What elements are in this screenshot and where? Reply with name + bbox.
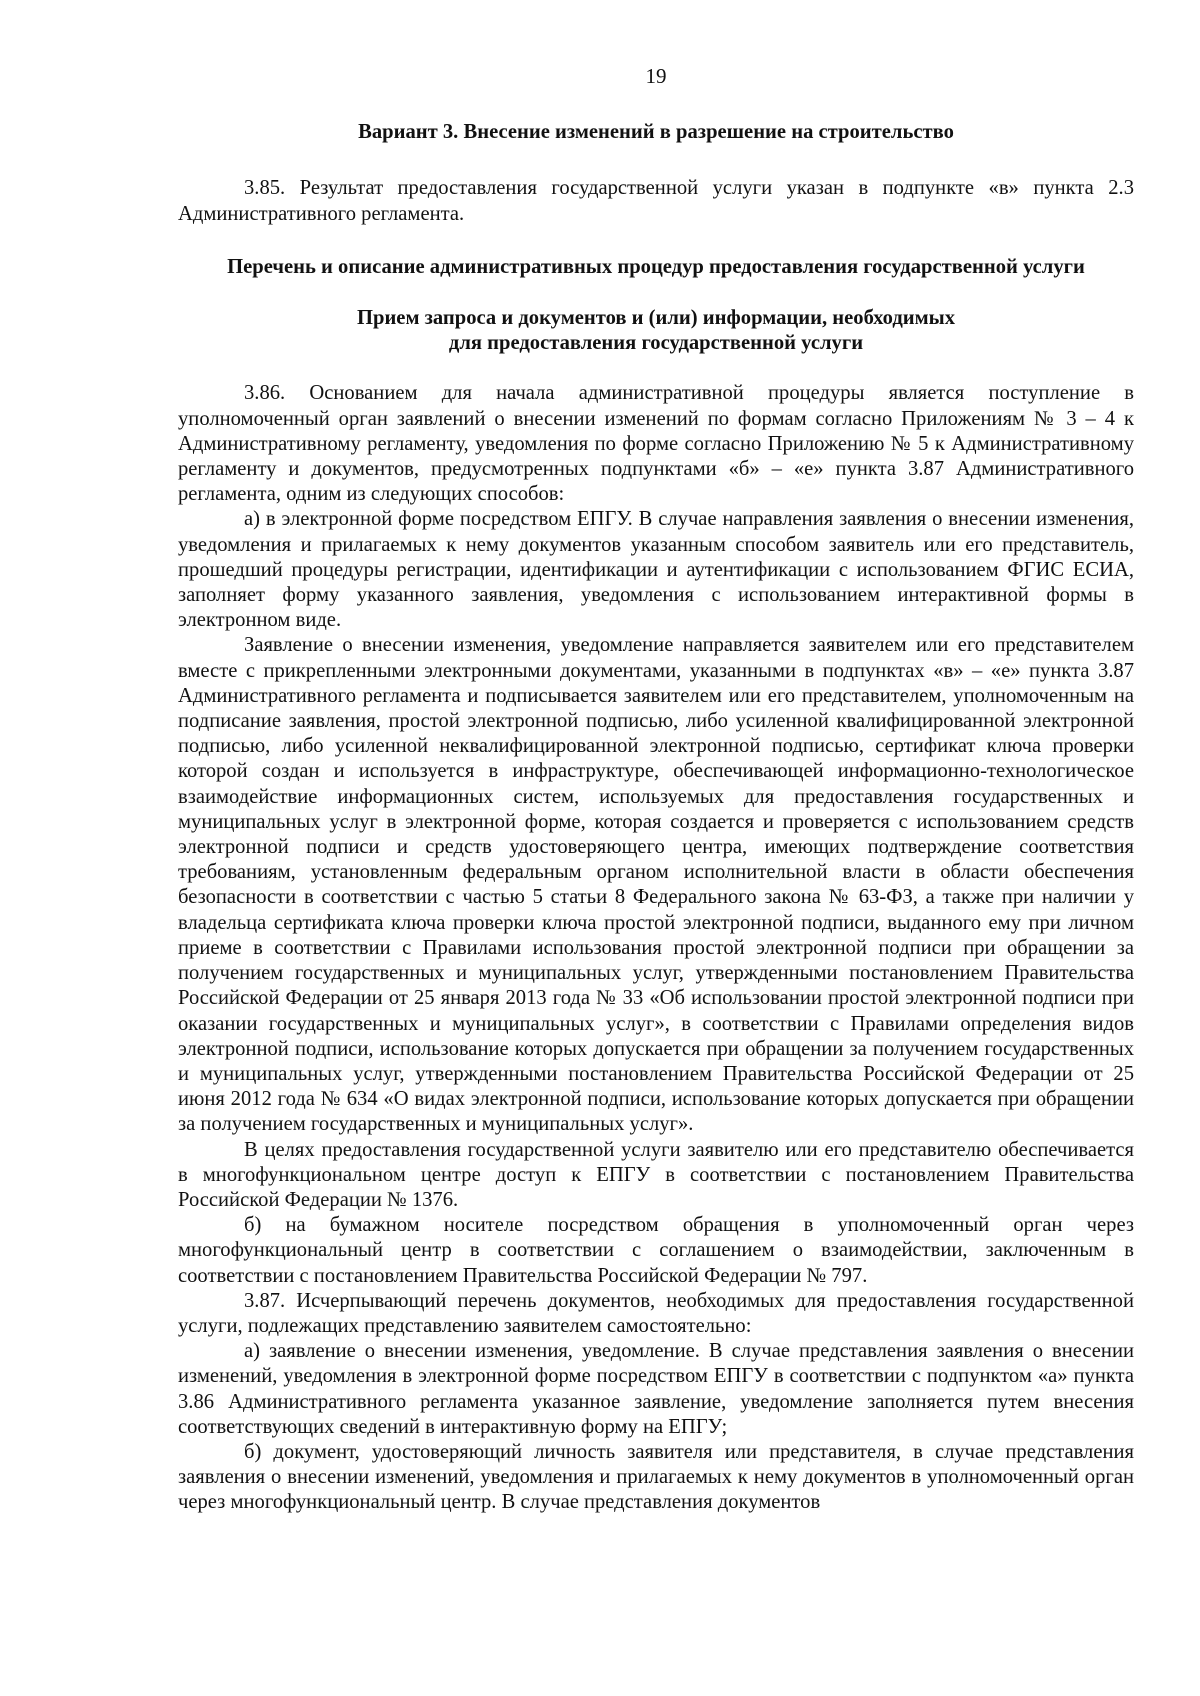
section-heading-variant: Вариант 3. Внесение изменений в разрешение на строительство [358,121,954,144]
paragraph-3-87-a: а) заявление о внесении изменения, уведомление. В случае представления заявления о внесении изменений, уведомления в электронной форме посредством ЕПГУ в соответствии с подпунктом «а» пункта 3.86 Административного регламента указанное заявление, уведомление заполняется путем внесения соответствующих сведений в интерактивную форму на ЕПГУ; [178,1340,1134,1438]
paragraph-3-85: 3.85. Результат предоставления государственной услуги указан в подпункте «в» пункта 2.3 Административного регламента. [178,177,1134,225]
paragraph-3-86: 3.86. Основанием для начала административной процедуры является поступление в уполномоченный орган заявлений о внесении изменений по формам согласно Приложениям № 3 – 4 к Административному регламенту, уведомления по форме согласно Приложению № 5 к Административному регламенту и документов, предусмотренных подпунктами «б» – «е» пункта 3.87 Административного регламента, одним из следующих способов: [178,382,1134,506]
subsection-heading-intake-line2: для предоставления государственной услуги [448,332,864,355]
paragraph-3-86-mfc-access: В целях предоставления государственной услуги заявителю или его представителю обеспечивается в многофункциональном центре доступ к ЕПГУ в соответствии с постановлением Правительства Российской Федерации № 1376. [178,1138,1134,1211]
subsection-heading-intake-line1: Прием запроса и документов и (или) информации, необходимых [356,307,956,330]
page-number: 19 [645,64,667,88]
paragraph-3-87: 3.87. Исчерпывающий перечень документов, необходимых для предоставления государственной услуги, подлежащих представлению заявителем самостоятельно: [178,1289,1134,1337]
paragraph-3-87-b: б) документ, удостоверяющий личность заявителя или представителя, в случае представления заявления о внесении изменений, уведомления и прилагаемых к нему документов в уполномоченный орган через многофункциональный центр. В случае представления документов [178,1440,1134,1514]
paragraph-3-86-a: а) в электронной форме посредством ЕПГУ. В случае направления заявления о внесении изменения, уведомления и прилагаемых к нему документов указанным способом заявитель или его представитель, прошедший процедуры регистрации, идентификации и аутентификации с использованием ФГИС ЕСИА, заполняет форму указанного заявления, уведомления с использованием интерактивной формы в электронном виде. [178,508,1134,632]
section-heading-procedures: Перечень и описание административных процедур предоставления государственной услуги [227,255,1085,278]
paragraph-3-86-b: б) на бумажном носителе посредством обращения в уполномоченный орган через многофункциональный центр в соответствии с соглашением о взаимодействии, заключенным в соответствии с постановлением Правительства Российской Федерации № 797. [178,1214,1134,1287]
paragraph-3-86-signing: Заявление о внесении изменения, уведомление направляется заявителем или его представителем вместе с прикрепленными электронными документами, указанными в подпунктах «в» – «е» пункта 3.87 Административного регламента и подписывается заявителем или его представителем, уполномоченным на подписание заявления, простой электронной подписью, либо усиленной квалифицированной электронной подписью, либо усиленной неквалифицированной электронной подписью, сертификат ключа проверки которой создан и используется в инфраструктуре, обеспечивающей информационно-технологическое взаимодействие информационных систем, используемых для предоставления государственных и муниципальных услуг в электронной форме, которая создается и проверяется с использованием средств электронной подписи и средств удостоверяющего центра, имеющих подтверждение соответствия требованиям, установленным федеральным органом исполнительной власти в области обеспечения безопасности в соответствии с частью 5 статьи 8 Федерального закона № 63-ФЗ, а также при наличии у владельца сертификата ключа проверки ключа простой электронной подписи, выданного ему при личном приеме в соответствии с Правилами использования простой электронной подписи при обращении за получением государственных и муниципальных услуг, утвержденными постановлением Правительства Российской Федерации от 25 января 2013 года № 33 «Об использовании простой электронной подписи при оказании государственных и муниципальных услуг», в соответствии с Правилами определения видов электронной подписи, использование которых допускается при обращении за получением государственных и муниципальных услуг, утвержденными постановлением Правительства Российской Федерации от 25 июня 2012 года № 634 «О видах электронной подписи, использование которых допускается при обращении за получением государственных и муниципальных услуг». [178,634,1134,1136]
